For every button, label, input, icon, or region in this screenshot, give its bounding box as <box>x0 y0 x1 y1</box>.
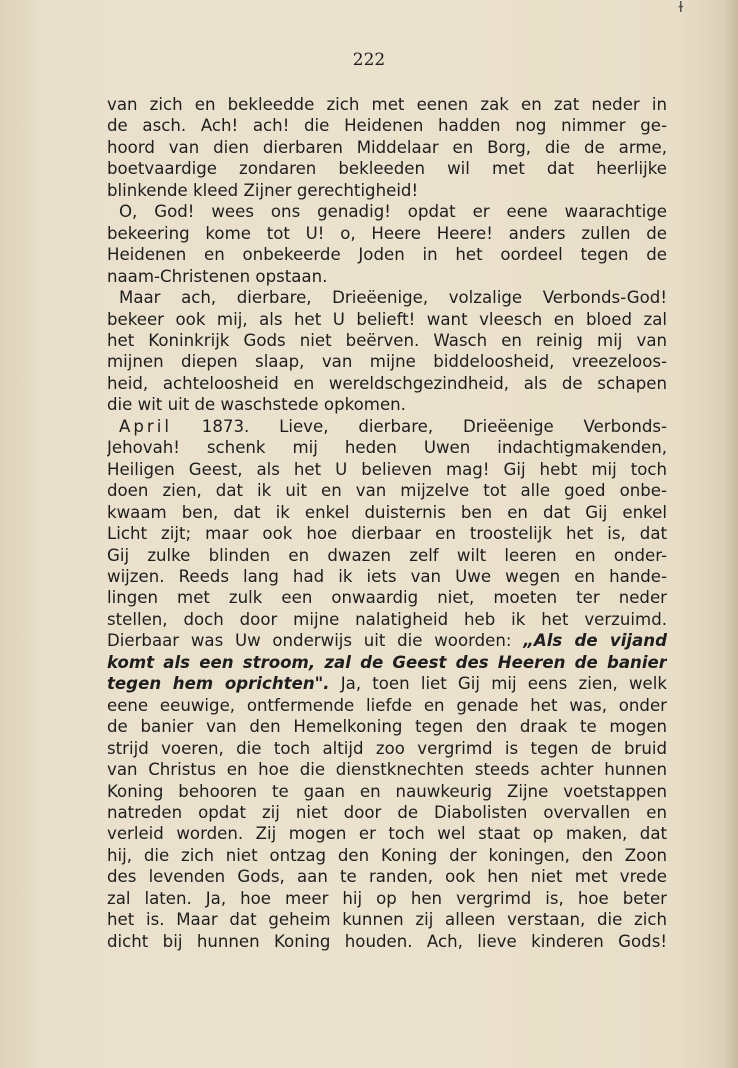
text-line: de asch. Ach! ach! die Heidenen hadden nog nimmer ge- <box>107 116 667 136</box>
text-line: heid, achteloosheid en wereldschgezindheid, als de schapen <box>107 373 667 393</box>
text-line: bekeering kome tot U! o, Heere Heere! anders zullen de <box>107 223 667 243</box>
text-line: mijnen diepen slaap, van mijne biddeloosheid, vreezeloos- <box>107 352 667 372</box>
paragraph-block-2 <box>107 437 667 630</box>
text-line: Heiligen Geest, als het U believen mag! Gij hebt mij toch <box>107 459 667 479</box>
body-text <box>107 94 667 952</box>
text-line: boetvaardige zondaren bekleeden wil met dat heerlijke <box>107 159 667 179</box>
text-line: het is. Maar dat geheim kunnen zij alleen verstaan, die zich <box>107 910 667 930</box>
text-line: van Christus en hoe die dienstknechten steeds achter hunnen <box>107 760 667 780</box>
paragraph-block-1 <box>107 94 667 416</box>
text-line: bekeer ook mij, als het U belieft! want vleesch en bloed zal <box>107 309 667 329</box>
text-line-quote-3 <box>107 673 667 694</box>
text-line: van zich en bekleedde zich met eenen zak en zat neder in <box>107 95 667 114</box>
date-rest: 1873. Lieve, dierbare, Drieëenige Verbonds- <box>171 416 667 436</box>
text-line: blinkende kleed Zijner gerechtigheid! <box>107 180 419 200</box>
text-line: Jehovah! schenk mij heden Uwen indachtigmakenden, <box>107 438 667 458</box>
text-line: doen zien, dat ik uit en van mijzelve tot alle goed onbe- <box>107 481 667 501</box>
text-line: kwaam ben, dat ik enkel duisternis ben en dat Gij enkel <box>107 502 667 522</box>
text-line: lingen met zulk een onwaardig niet, moeten ter neder <box>107 588 667 608</box>
text-line: des levenden Gods, aan te randen, ook hen niet met vrede <box>107 867 667 887</box>
text-line: hij, die zich niet ontzag den Koning der koningen, den Zoon <box>107 845 667 865</box>
page-number: 222 <box>352 50 386 70</box>
paragraph-block-3 <box>107 695 667 952</box>
text-line: Heidenen en onbekeerde Joden in het oordeel tegen de <box>107 245 667 265</box>
text-line: O, God! wees ons genadig! opdat er eene waarachtige <box>119 202 667 222</box>
quote-lead: Dierbaar was Uw onderwijs uit die woorden: <box>107 631 524 651</box>
text-line: Maar ach, dierbare, Drieëenige, volzalige Verbonds-God! <box>119 288 667 308</box>
text-line-quote-2 <box>107 652 667 673</box>
quote-after: Ja, toen liet Gij mij eens zien, welk <box>329 674 667 694</box>
text-line: de banier van den Hemelkoning tegen den draak te mogen <box>107 717 667 737</box>
text-line-april <box>107 416 667 437</box>
text-line: eene eeuwige, ontfermende liefde en genade het was, onder <box>107 695 667 715</box>
text-line: Koning behooren te gaan en nauwkeurig Zijne voetstappen <box>107 781 667 801</box>
text-line: stellen, doch door mijne nalatigheid heb ik het verzuimd. <box>107 609 667 629</box>
text-line: Licht zijt; maar ook hoe dierbaar en troostelijk het is, dat <box>107 524 667 544</box>
text-line: naam-Christenen opstaan. <box>107 266 328 286</box>
text-line: strijd voeren, die toch altijd zoo vergrimd is tegen de bruid <box>107 738 667 758</box>
text-line: hoord van dien dierbaren Middelaar en Borg, die de arme, <box>107 137 667 157</box>
text-line: verleid worden. Zij mogen er toch wel staat op maken, dat <box>107 824 667 844</box>
text-line: natreden opdat zij niet door de Diabolisten overvallen en <box>107 802 667 822</box>
text-line-quote-1 <box>107 630 667 651</box>
scripture-quote-part-3: tegen hem oprichten". <box>107 674 330 694</box>
scripture-quote-part-1: „Als de vijand <box>523 631 667 651</box>
date-word: April <box>119 416 172 436</box>
text-line: zal laten. Ja, hoe meer hij op hen vergrimd is, hoe beter <box>107 888 667 908</box>
page-edge-mark: ɫ <box>678 0 684 16</box>
text-line: die wit uit de waschstede opkomen. <box>107 395 406 415</box>
text-line: Gij zulke blinden en dwazen zelf wilt leeren en onder- <box>107 545 667 565</box>
text-line: wijzen. Reeds lang had ik iets van Uwe wegen en hande- <box>107 566 667 586</box>
scripture-quote-part-2: komt als een stroom, zal de Geest des Heeren de banier <box>107 652 667 672</box>
text-line: dicht bij hunnen Koning houden. Ach, lieve kinderen Gods! <box>107 931 667 951</box>
text-line: het Koninkrijk Gods niet beërven. Wasch en reinig mij van <box>107 330 667 350</box>
